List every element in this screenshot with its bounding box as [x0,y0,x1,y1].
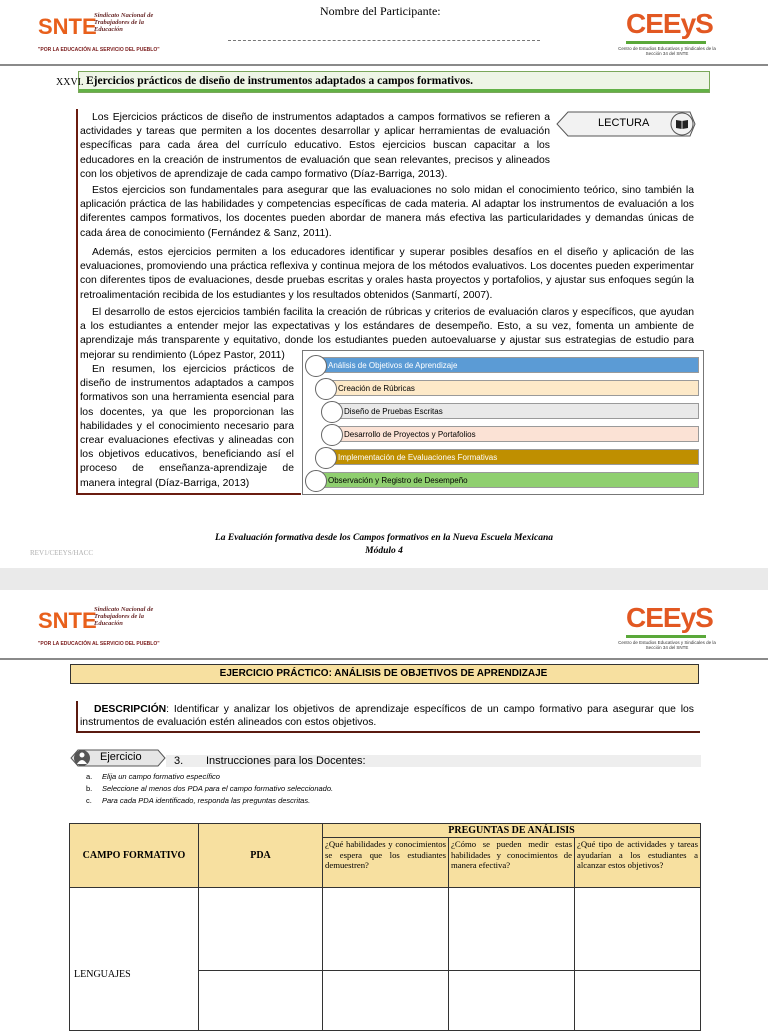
list-item-label: Diseño de Pruebas Escritas [344,407,443,416]
step-letter: a. [86,772,93,781]
ceeys-logo-subtitle: Centro de Estudios Educativos y Sindicales de la Sección 34 del SNTE [618,46,716,56]
snte-logo-word: SNTE [38,14,97,39]
answer-cell[interactable] [575,971,701,1031]
analysis-table [69,823,701,1031]
description-label: DESCRIPCIÓN [94,704,167,715]
reading-paragraph-5 [80,363,294,491]
process-list [302,350,704,495]
section-title: Ejercicios prácticos de diseño de instrumentos adaptados a campos formativos. [86,75,473,87]
paragraph-text: Los Ejercicios prácticos de diseño de instrumentos adaptados a campos formativos se refieren a actividades y tareas que permiten a los docentes desarrollar y aplicar herramientas de evaluación específicas para cada área del currículo educativo. Estos ejercicios buscan capacitar a los educadores en la creación de instrumentos de evaluación que sean relevantes, precisos y alineados con los objetivos de aprendizaje de cada campo formativo (Díaz-Barriga, 2013). [80,112,550,180]
list-item [325,449,699,465]
ceeys-logo-word: CEEyS [626,602,713,633]
header-campo-formativo: CAMPO FORMATIVO [70,824,199,888]
step-text: Para cada PDA identificado, responda las preguntas descritas. [102,796,311,805]
instructions-number: 3. [174,755,184,767]
lectura-label: LECTURA [598,117,650,129]
ceeys-logo-bar [626,41,706,44]
ceeys-logo-bar [626,635,706,638]
answer-cell[interactable] [199,971,323,1031]
participant-name-line [228,40,540,41]
header-rule [0,64,768,66]
step-a [86,771,333,783]
question-2: ¿Cómo se pueden medir estas habilidades y conocimientos de manera efectiva? [449,838,575,888]
description [80,703,694,729]
exercise-tab [70,749,166,767]
snte-logo-subtitle: Sindicato Nacional de Trabajadores de la Educación [94,606,154,627]
header-preguntas: PREGUNTAS DE ANÁLISIS [323,824,701,838]
ceeys-logo [612,8,716,60]
lectura-badge [556,111,696,137]
question-3: ¿Qué tipo de actividades y tareas ayudarían a los estudiantes a alcanzar estos objetivos? [575,838,701,888]
footer-module: Módulo 4 [365,546,403,556]
reading-paragraph-1 [80,111,550,182]
step-letter: b. [86,784,93,793]
book-icon [675,119,689,129]
answer-cell[interactable] [575,888,701,971]
section-number: XXVI. [56,77,84,88]
footer-title: La Evaluación formativa desde los Campos formativos en la Nueva Escuela Mexicana [214,533,554,543]
list-item [331,403,699,419]
header-rule [0,658,768,660]
list-bullet-icon [305,470,327,492]
step-b [86,783,333,795]
reading-bottom-border [76,493,301,495]
answer-cell[interactable] [323,888,449,971]
answer-cell[interactable] [449,888,575,971]
list-bullet-icon [321,424,343,446]
instruction-steps [86,771,333,807]
step-text: Seleccione al menos dos PDA para el campo formativo seleccionado. [102,784,334,793]
snte-logo-motto: "POR LA EDUCACIÓN AL SERVICIO DEL PUEBLO" [38,641,160,647]
list-item [325,380,699,396]
list-bullet-icon [315,447,337,469]
header-pda: PDA [199,824,323,888]
answer-cell[interactable] [449,971,575,1031]
snte-logo-motto: "POR LA EDUCACIÓN AL SERVICIO DEL PUEBLO" [38,47,160,53]
campo-label: LENGUAJES [74,968,131,980]
footer-code: REV1/CEEYS/HACC [30,549,94,557]
list-item [315,357,699,373]
participant-label: Nombre del Participante: [320,4,441,18]
reading-paragraph-2 [80,184,694,241]
exercise-title: EJERCICIO PRÁCTICO: ANÁLISIS DE OBJETIVOS DE APRENDIZAJE [219,668,548,679]
list-item-label: Observación y Registro de Desempeño [328,476,468,485]
ceeys-logo-word: CEEyS [626,8,713,39]
snte-logo-word: SNTE [38,608,97,633]
ceeys-logo-subtitle: Centro de Estudios Educativos y Sindicales de la Sección 34 del SNTE [618,640,716,650]
question-1: ¿Qué habilidades y conocimientos se espera que los estudiantes demuestren? [323,838,449,888]
paragraph-text: En resumen, los ejercicios prácticos de diseño de instrumentos adaptados a campos formativos son una herramienta esencial para los docentes, ya que les proporcionan las habilidades y el conocimiento necesario para crear evaluaciones efectivas y alineadas con los objetivos educativos, beneficiando así el proceso de enseñanza-aprendizaje de manera integral (Díaz-Barriga, 2013) [80,364,294,489]
reading-left-border [76,109,78,495]
answer-cell[interactable] [199,888,323,971]
page-separator [0,568,768,590]
snte-logo-subtitle: Sindicato Nacional de Trabajadores de la Educación [94,12,154,33]
description-text: : Identificar y analizar los objetivos de aprendizaje específicos de un campo formativo para asegurar que los instrumentos de evaluación estén alineados con estos objetivos. [80,704,694,728]
instructions-title: Instrucciones para los Docentes: [206,755,366,767]
snte-logo [36,604,160,650]
paragraph-text: El desarrollo de estos ejercicios también facilita la creación de rúbricas y criterios de evaluación claros y específicos, que ayudan a los estudiantes a entender mejor las expectativas y los estándares de desempeño. Esto, a su vez, fomenta un ambiente de aprendizaje más transparente y equitativo, donde los estudiantes pueden autoevaluarse y ajustar sus estrategias de estudio para mejorar su rendimiento (López Pastor, 2011) [80,307,694,361]
exercise-tab-label: Ejercicio [100,751,142,763]
list-item [315,472,699,488]
step-letter: c. [86,796,92,805]
step-text: Elija un campo formativo específico [102,772,220,781]
list-bullet-icon [315,378,337,400]
reading-paragraph-3 [80,246,694,303]
list-item-label: Análisis de Objetivos de Aprendizaje [328,361,458,370]
campo-cell[interactable] [70,888,199,1031]
paragraph-text: Estos ejercicios son fundamentales para asegurar que las evaluaciones no solo midan el conocimiento teórico, sino también la aplicación práctica de las habilidades y competencias específicas de cada materia. Al adaptar los instrumentos de evaluación a los diferentes campos formativos, los docentes pueden abordar de manera más efectiva las particularidades y demandas únicas de cada área de conocimiento (Fernández & Sanz, 2011). [80,185,694,239]
list-item-label: Implementación de Evaluaciones Formativas [338,453,498,462]
list-bullet-icon [305,355,327,377]
paragraph-text: Además, estos ejercicios permiten a los educadores identificar y superar posibles desafíos en el diseño y aplicación de las evaluaciones, promoviendo una práctica reflexiva y continua mejora de los métodos evaluativos. Los docentes pueden experimentar con diferentes tipos de evaluaciones, desde pruebas escritas y orales hasta proyectos y portafolios, y ajustar sus enfoques según la retroalimentación recibida de los estudiantes y los resultados obtenidos (Sanmartí, 2007). [80,247,694,301]
step-c [86,795,333,807]
list-item-label: Desarrollo de Proyectos y Portafolios [344,430,476,439]
list-bullet-icon [321,401,343,423]
list-item-label: Creación de Rúbricas [338,384,415,393]
person-icon [76,751,88,765]
answer-cell[interactable] [323,971,449,1031]
snte-logo [36,10,160,56]
ceeys-logo [612,602,716,654]
list-item [331,426,699,442]
